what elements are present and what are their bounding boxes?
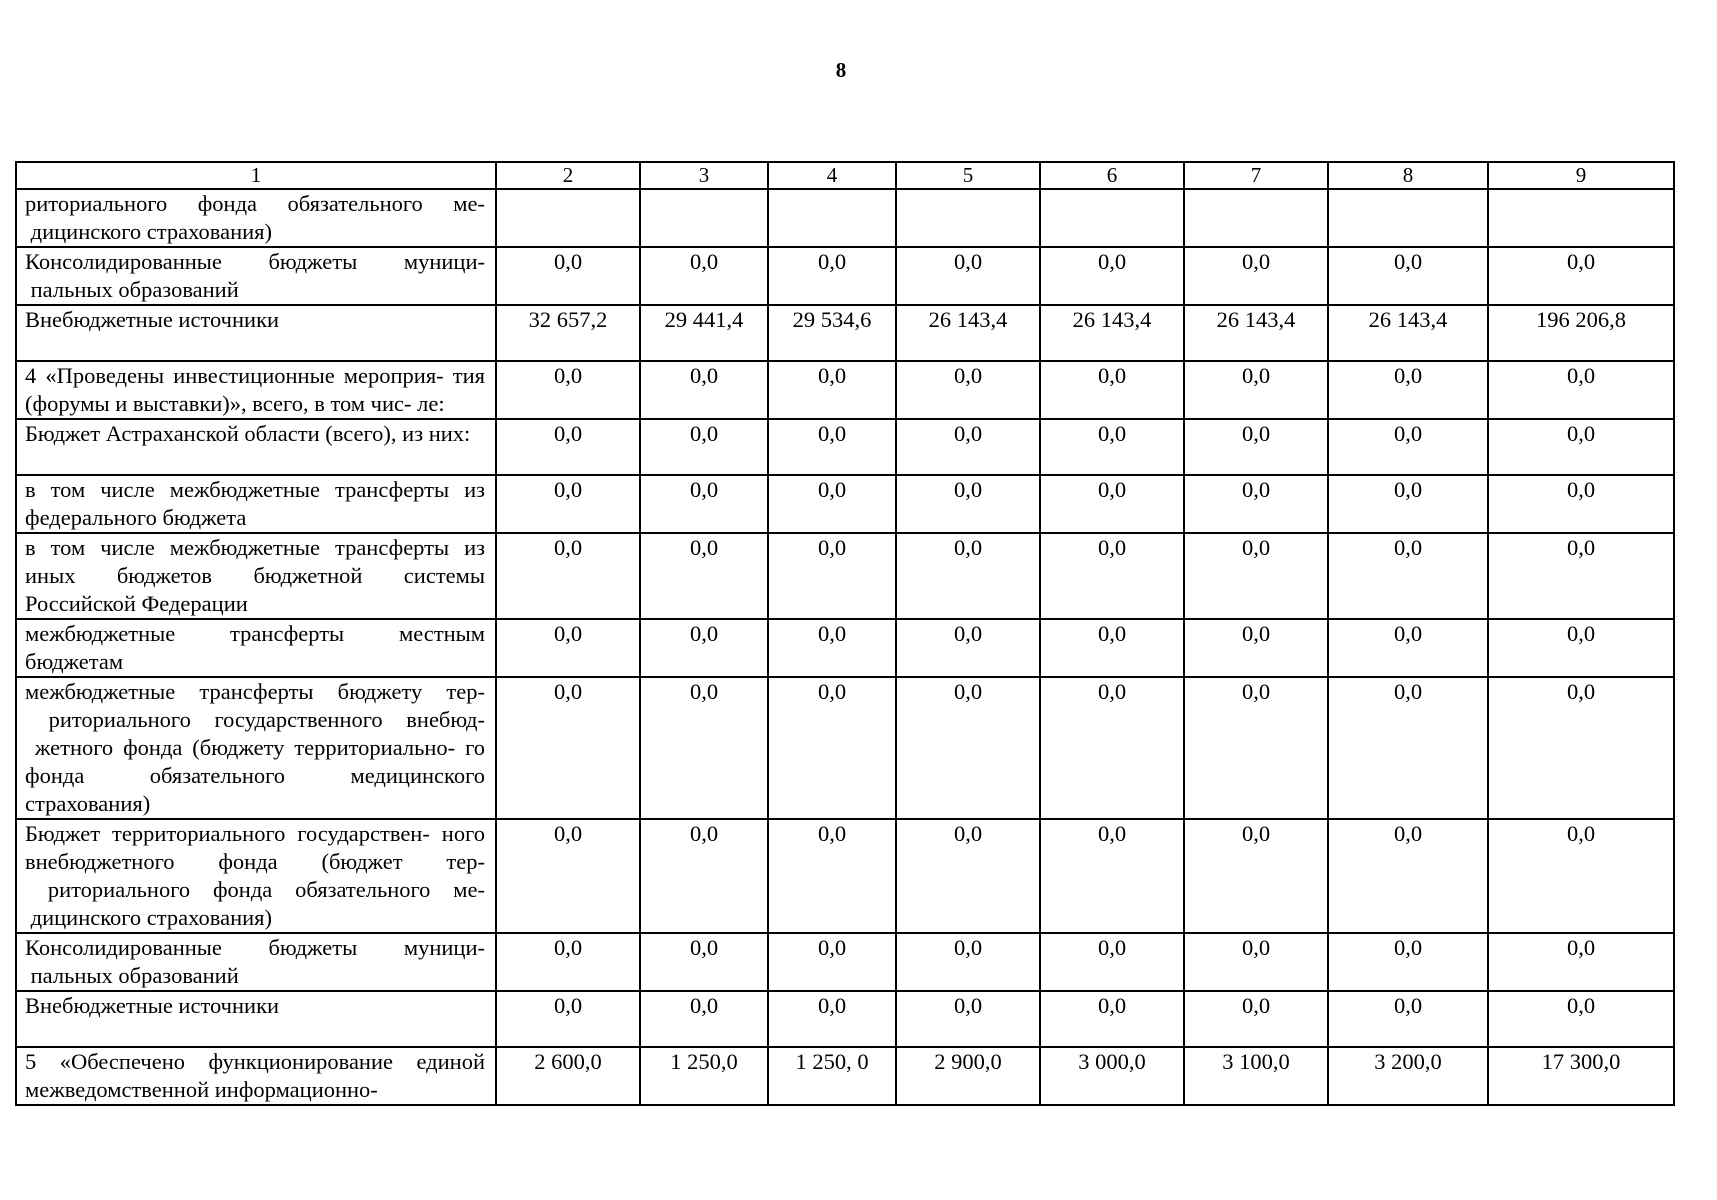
value-cell: 0,0: [1040, 247, 1184, 305]
table-row: [16, 933, 1674, 991]
value-cell: 0,0: [1184, 533, 1328, 619]
row-label: 4 «Проведены инвестиционные мероприя- тия (форумы и выставки)», всего, в том чис- ле:: [16, 361, 496, 419]
value-cell: 0,0: [1040, 819, 1184, 933]
value-cell: 0,0: [1040, 533, 1184, 619]
value-cell: 0,0: [640, 933, 768, 991]
value-cell: 29 441,4: [640, 305, 768, 361]
value-cell: 0,0: [896, 819, 1040, 933]
value-cell: 0,0: [496, 533, 640, 619]
row-label: в том числе межбюджетные трансферты из федерального бюджета: [16, 475, 496, 533]
table-row: [16, 991, 1674, 1047]
value-cell: 17 300,0: [1488, 1047, 1674, 1105]
value-cell: [896, 189, 1040, 247]
value-cell: 0,0: [768, 819, 896, 933]
value-cell: 2 600,0: [496, 1047, 640, 1105]
value-cell: 0,0: [640, 991, 768, 1047]
table-row: [16, 419, 1674, 475]
table-body: [16, 189, 1674, 1105]
value-cell: 0,0: [496, 619, 640, 677]
value-cell: 29 534,6: [768, 305, 896, 361]
value-cell: 0,0: [1184, 819, 1328, 933]
row-label: Бюджет территориального государствен- ного внебюджетного фонда (бюджет тер- риториального фонда обязательного ме- дицинского страхования): [16, 819, 496, 933]
value-cell: 0,0: [1184, 991, 1328, 1047]
value-cell: 3 000,0: [1040, 1047, 1184, 1105]
value-cell: 0,0: [1328, 677, 1488, 819]
value-cell: 0,0: [496, 419, 640, 475]
value-cell: 0,0: [640, 533, 768, 619]
table-row: [16, 619, 1674, 677]
row-label: Консолидированные бюджеты муници- пальных образований: [16, 247, 496, 305]
value-cell: 0,0: [1040, 619, 1184, 677]
table-row: [16, 189, 1674, 247]
value-cell: 0,0: [1184, 361, 1328, 419]
value-cell: 0,0: [1184, 247, 1328, 305]
value-cell: 0,0: [1040, 419, 1184, 475]
value-cell: 0,0: [1488, 619, 1674, 677]
column-header: 1: [16, 162, 496, 189]
value-cell: 0,0: [896, 247, 1040, 305]
value-cell: 0,0: [1040, 933, 1184, 991]
table-row: [16, 475, 1674, 533]
value-cell: 0,0: [896, 533, 1040, 619]
value-cell: 0,0: [896, 933, 1040, 991]
value-cell: 0,0: [640, 361, 768, 419]
value-cell: 0,0: [1328, 533, 1488, 619]
value-cell: 0,0: [1184, 677, 1328, 819]
value-cell: [496, 189, 640, 247]
value-cell: 0,0: [896, 475, 1040, 533]
table-row: [16, 533, 1674, 619]
value-cell: 0,0: [896, 677, 1040, 819]
value-cell: 0,0: [1488, 361, 1674, 419]
value-cell: [1184, 189, 1328, 247]
row-label: Внебюджетные источники: [16, 991, 496, 1047]
value-cell: [1328, 189, 1488, 247]
value-cell: 0,0: [496, 677, 640, 819]
value-cell: 0,0: [1328, 475, 1488, 533]
table-row: [16, 247, 1674, 305]
value-cell: 0,0: [1184, 933, 1328, 991]
value-cell: 0,0: [496, 933, 640, 991]
value-cell: 0,0: [1184, 475, 1328, 533]
column-header: 2: [496, 162, 640, 189]
budget-table: [15, 161, 1675, 1106]
value-cell: 0,0: [496, 475, 640, 533]
value-cell: 0,0: [640, 419, 768, 475]
value-cell: 0,0: [640, 247, 768, 305]
value-cell: 0,0: [1488, 991, 1674, 1047]
table-row: [16, 361, 1674, 419]
value-cell: 0,0: [1328, 419, 1488, 475]
row-label: 5 «Обеспечено функционирование единой межведомственной информационно-: [16, 1047, 496, 1105]
value-cell: 0,0: [768, 619, 896, 677]
value-cell: 32 657,2: [496, 305, 640, 361]
value-cell: 0,0: [496, 247, 640, 305]
column-header: 7: [1184, 162, 1328, 189]
value-cell: 0,0: [496, 991, 640, 1047]
value-cell: 0,0: [1488, 419, 1674, 475]
value-cell: 26 143,4: [896, 305, 1040, 361]
value-cell: 0,0: [768, 991, 896, 1047]
column-header: 6: [1040, 162, 1184, 189]
value-cell: 0,0: [768, 533, 896, 619]
row-label: межбюджетные трансферты местным бюджетам: [16, 619, 496, 677]
table-row: [16, 819, 1674, 933]
value-cell: 0,0: [1040, 361, 1184, 419]
value-cell: 0,0: [1488, 677, 1674, 819]
value-cell: 0,0: [896, 991, 1040, 1047]
value-cell: 0,0: [1328, 247, 1488, 305]
value-cell: 3 200,0: [1328, 1047, 1488, 1105]
value-cell: 0,0: [896, 419, 1040, 475]
value-cell: 0,0: [896, 619, 1040, 677]
row-label: в том числе межбюджетные трансферты из иных бюджетов бюджетной системы Российской Федерации: [16, 533, 496, 619]
table-row: [16, 305, 1674, 361]
row-label: Внебюджетные источники: [16, 305, 496, 361]
row-label: Консолидированные бюджеты муници- пальных образований: [16, 933, 496, 991]
value-cell: 0,0: [768, 677, 896, 819]
table-row: [16, 677, 1674, 819]
value-cell: 0,0: [1488, 475, 1674, 533]
value-cell: 0,0: [768, 933, 896, 991]
column-header: 9: [1488, 162, 1674, 189]
column-header: 3: [640, 162, 768, 189]
value-cell: [768, 189, 896, 247]
value-cell: [1040, 189, 1184, 247]
value-cell: 0,0: [640, 819, 768, 933]
value-cell: 26 143,4: [1328, 305, 1488, 361]
value-cell: 0,0: [1488, 819, 1674, 933]
column-header: 4: [768, 162, 896, 189]
value-cell: 0,0: [768, 419, 896, 475]
value-cell: 0,0: [768, 247, 896, 305]
value-cell: 0,0: [768, 361, 896, 419]
value-cell: 0,0: [640, 677, 768, 819]
row-label: риториального фонда обязательного ме- дицинского страхования): [16, 189, 496, 247]
value-cell: 26 143,4: [1040, 305, 1184, 361]
value-cell: [640, 189, 768, 247]
value-cell: [1488, 189, 1674, 247]
value-cell: 0,0: [1184, 419, 1328, 475]
value-cell: 0,0: [1488, 247, 1674, 305]
value-cell: 0,0: [896, 361, 1040, 419]
value-cell: 0,0: [1328, 619, 1488, 677]
row-label: Бюджет Астраханской области (всего), из них:: [16, 419, 496, 475]
value-cell: 0,0: [1328, 991, 1488, 1047]
value-cell: 0,0: [496, 819, 640, 933]
value-cell: 0,0: [1040, 475, 1184, 533]
table-header-row: [16, 162, 1674, 189]
value-cell: 0,0: [1040, 991, 1184, 1047]
value-cell: 0,0: [1184, 619, 1328, 677]
value-cell: 0,0: [640, 619, 768, 677]
value-cell: 0,0: [496, 361, 640, 419]
value-cell: 0,0: [1328, 819, 1488, 933]
value-cell: 0,0: [1488, 933, 1674, 991]
value-cell: 3 100,0: [1184, 1047, 1328, 1105]
page-number: 8: [835, 58, 847, 82]
column-header: 8: [1328, 162, 1488, 189]
value-cell: 2 900,0: [896, 1047, 1040, 1105]
value-cell: 0,0: [1328, 933, 1488, 991]
table-row: [16, 1047, 1674, 1105]
value-cell: 26 143,4: [1184, 305, 1328, 361]
value-cell: 0,0: [1040, 677, 1184, 819]
value-cell: 1 250,0: [640, 1047, 768, 1105]
value-cell: 0,0: [640, 475, 768, 533]
column-header: 5: [896, 162, 1040, 189]
value-cell: 0,0: [1488, 533, 1674, 619]
value-cell: 0,0: [1328, 361, 1488, 419]
value-cell: 1 250, 0: [768, 1047, 896, 1105]
value-cell: 196 206,8: [1488, 305, 1674, 361]
row-label: межбюджетные трансферты бюджету тер- риториального государственного внебюд- жетного фонда (бюджету территориально- го фонда обязательного медицинского страхования): [16, 677, 496, 819]
value-cell: 0,0: [768, 475, 896, 533]
